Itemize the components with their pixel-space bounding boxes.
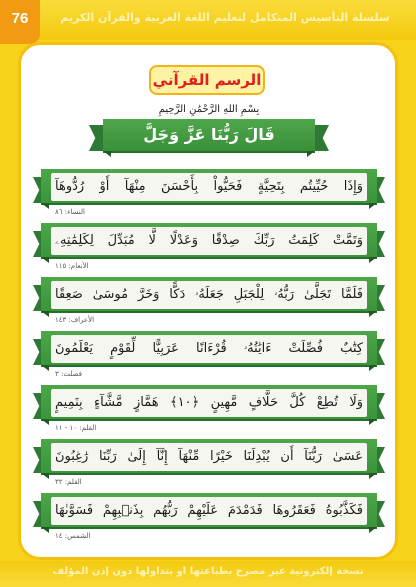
ribbon-fold-right — [369, 203, 377, 209]
verse-ribbon — [33, 385, 385, 431]
verse-reference: فصلت: ٣ — [55, 370, 82, 378]
verse-reference: الأعراف: ١٤٣ — [55, 316, 95, 324]
ribbon-fold-left — [41, 473, 49, 479]
verse-ribbon — [33, 493, 385, 539]
verse-text: وَإِذَا حُيِّيتُم بِتَحِيَّةٍ فَحَيُّواْ بِأَحْسَنَ مِنْهَآ أَوْ رُدُّوهَآ — [55, 179, 363, 194]
verse-text: عَسَىٰ رَبُّنَآ أَن يُبْدِلَنَا خَيْرًا مِّنْهَآ إِنَّآ إِلَىٰ رَبِّنَا رَٰغِبُونَ — [55, 449, 363, 464]
verse-text: وَتَمَّتْ كَلِمَتُ رَبِّكَ صِدْقًا وَعَدْلًا لَّا مُبَدِّلَ لِكَلِمَٰتِهِۦ — [55, 233, 363, 248]
verse-ribbon — [33, 331, 385, 377]
basmala-calligraphy: بِسْمِ اللهِ الرَّحْمَٰنِ الرَّحِيمِ — [158, 104, 260, 115]
verse-ribbon — [33, 169, 385, 215]
opening-ribbon — [33, 119, 385, 157]
verse-reference: النساء: ٨٦ — [55, 208, 85, 216]
verse-reference: القلم: ١٠ - ١١ — [55, 424, 97, 432]
ribbon-fold-left — [41, 311, 49, 317]
bottom-footer-bar — [0, 561, 416, 587]
verse-text: وَلَا تُطِعْ كُلَّ حَلَّافٍ مَّهِينٍ ﴿١٠﴾ هَمَّازٍ مَّشَّآءٍ بِنَمِيمٍ — [55, 395, 363, 410]
verse-reference: القلم: ٣٢ — [55, 478, 82, 486]
ribbon-fold-right — [369, 473, 377, 479]
page-number: 76 — [11, 10, 29, 27]
ribbon-fold-left — [41, 257, 49, 263]
verse-text: كِتَٰبٌ فُصِّلَتْ ءَايَٰتُهُۥ قُرْءَانًا عَرَبِيًّا لِّقَوْمٍ يَعْلَمُونَ — [55, 341, 363, 356]
ribbon-fold-right — [369, 257, 377, 263]
ribbon-fold-right — [369, 419, 377, 425]
ribbon-fold-left — [41, 365, 49, 371]
ribbon-tail-right — [315, 125, 329, 151]
verse-reference: الأنعام: ١١٥ — [55, 262, 89, 270]
verse-ribbon — [33, 439, 385, 485]
opening-phrase: قَالَ رَبُّنَا عَزَّ وَجَلَّ — [143, 125, 275, 144]
top-header-bar — [0, 0, 416, 40]
ribbon-tail-left — [89, 125, 103, 151]
series-title: سلسلة التأسيس المتكامل لتعليم اللغة العربية والقرآن الكريم — [60, 11, 390, 24]
verse-text: فَكَذَّبُوهُ فَعَقَرُوهَا فَدَمْدَمَ عَلَيْهِمْ رَبُّهُم بِذَنۢبِهِمْ فَسَوَّىٰهَا — [55, 503, 363, 518]
verse-ribbon — [33, 277, 385, 323]
lesson-panel — [18, 42, 398, 560]
page-number-badge — [0, 0, 40, 44]
verse-reference: الشمس: ١٤ — [55, 532, 91, 540]
ribbon-fold-left — [41, 419, 49, 425]
ribbon-fold-right — [369, 311, 377, 317]
ribbon-fold-right — [369, 365, 377, 371]
ribbon-fold-right — [307, 151, 315, 157]
ribbon-fold-left — [41, 203, 49, 209]
verse-text: فَلَمَّا تَجَلَّىٰ رَبُّهُۥ لِلْجَبَلِ جَعَلَهُۥ دَكًّا وَخَرَّ مُوسَىٰ صَعِقًا — [55, 287, 363, 302]
ribbon-fold-left — [103, 151, 111, 157]
lesson-title: الرسم القرآني — [149, 65, 265, 95]
footer-notice: نسخة إلكترونية غير مصرح بطباعتها أو بتداولها دون إذن المؤلف — [52, 566, 364, 577]
verse-ribbon — [33, 223, 385, 269]
